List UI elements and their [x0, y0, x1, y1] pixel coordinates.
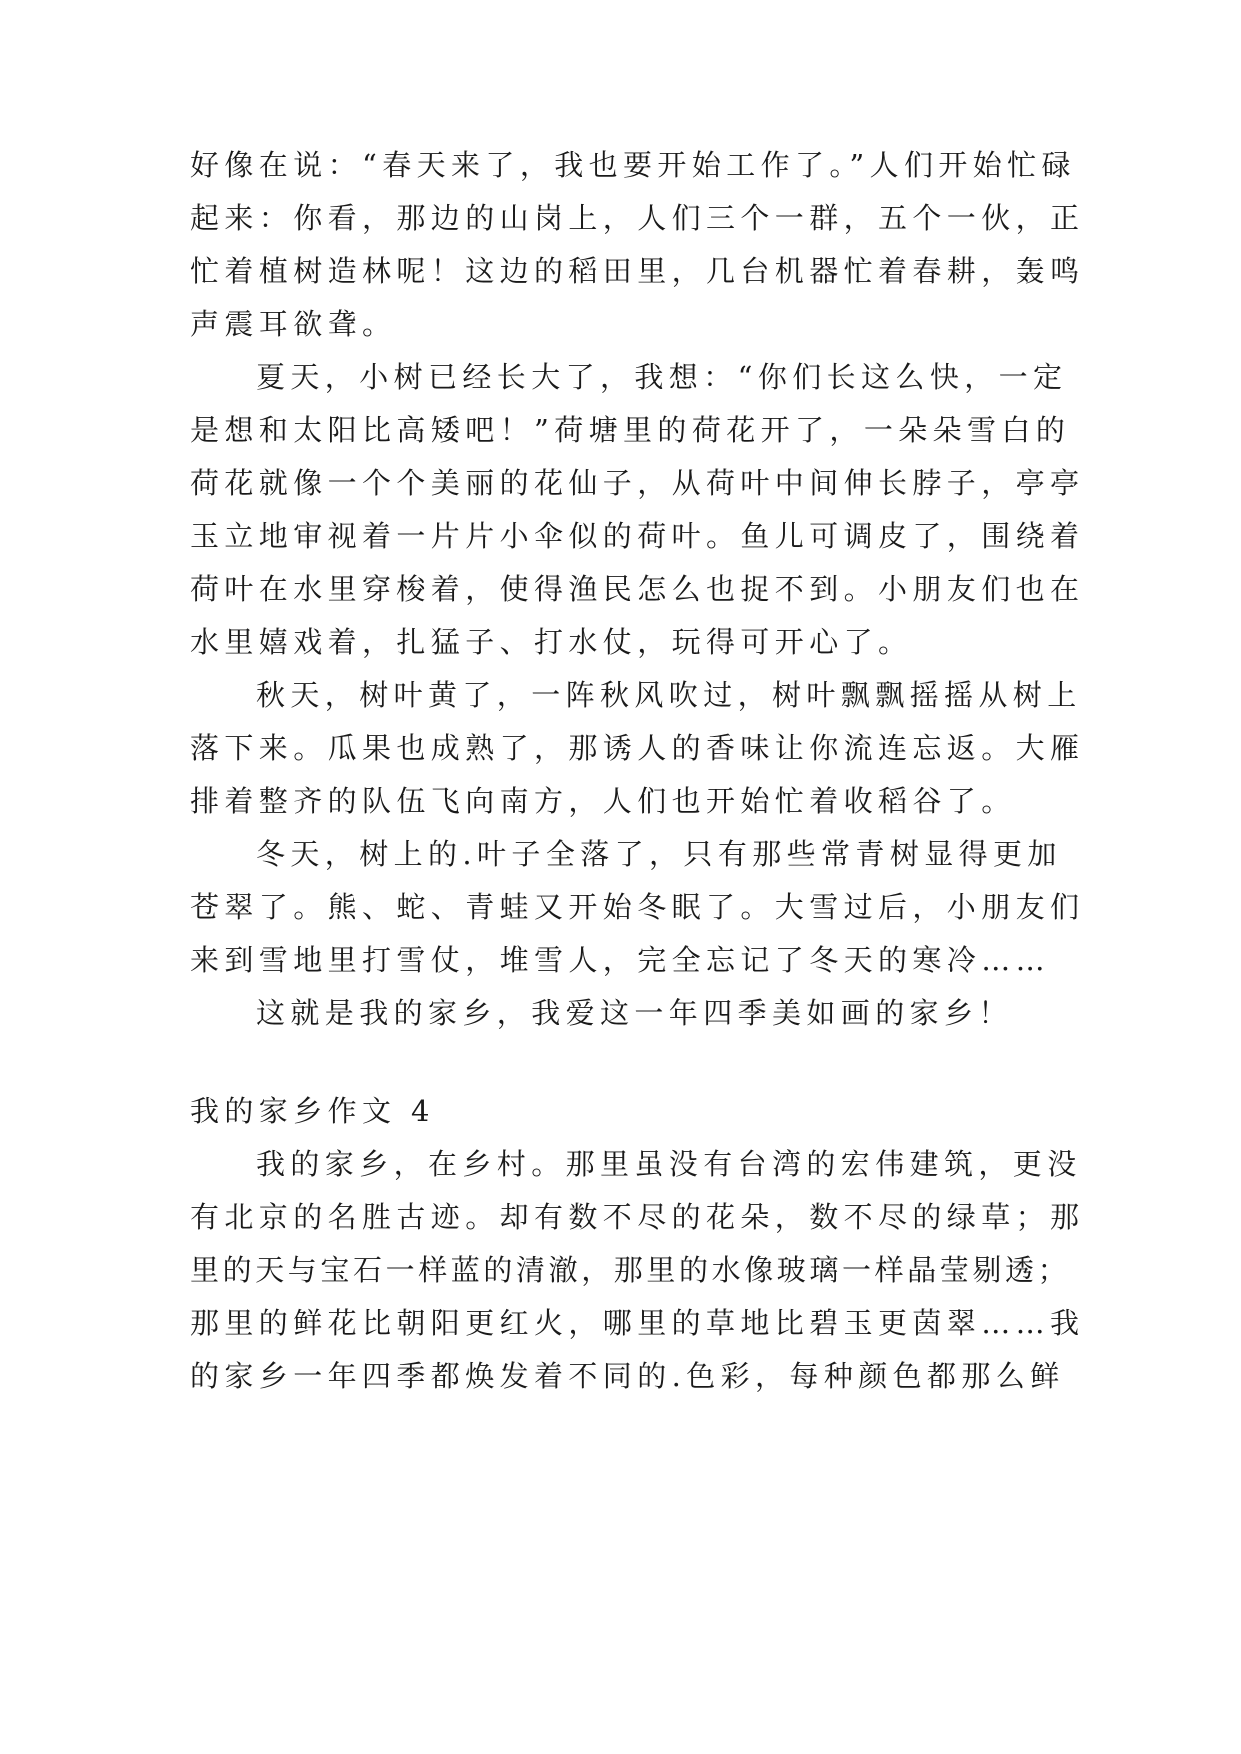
- text-line: 是想和太阳比高矮吧！”荷塘里的荷花开了，一朵朵雪白的: [190, 413, 1071, 447]
- paragraph-first-line: 夏天，小树已经长大了，我想：“你们长这么快，一定: [256, 360, 1068, 394]
- text-line: 荷花就像一个个美丽的花仙子，从荷叶中间伸长脖子，亭亭: [190, 466, 1085, 500]
- text-line: 忙着植树造林呢！这边的稻田里，几台机器忙着春耕，轰鸣: [190, 254, 1085, 288]
- paragraph-first-line: 我的家乡，在乡村。那里虽没有台湾的宏伟建筑，更没: [256, 1147, 1082, 1181]
- text-line: 苍翠了。熊、蛇、青蛙又开始冬眠了。大雪过后，小朋友们: [190, 890, 1085, 924]
- text-line: 排着整齐的队伍飞向南方，人们也开始忙着收稻谷了。: [190, 784, 1016, 818]
- paragraph-first-line: 秋天，树叶黄了，一阵秋风吹过，树叶飘飘摇摇从树上: [256, 678, 1082, 712]
- text-line: 起来：你看，那边的山岗上，人们三个一群，五个一伙，正: [190, 201, 1085, 235]
- text-line: 声震耳欲聋。: [190, 307, 397, 341]
- text-line: 玉立地审视着一片片小伞似的荷叶。鱼儿可调皮了，围绕着: [190, 519, 1085, 553]
- text-line: 里的天与宝石一样蓝的清澈，那里的水像玻璃一样晶莹剔透；: [190, 1253, 1071, 1287]
- text-line: 那里的鲜花比朝阳更红火，哪里的草地比碧玉更茵翠……我: [190, 1306, 1085, 1340]
- text-line: 来到雪地里打雪仗，堆雪人，完全忘记了冬天的寒冷……: [190, 943, 1051, 977]
- paragraph-first-line: 冬天，树上的.叶子全落了，只有那些常青树显得更加: [256, 837, 1062, 871]
- section-heading: 我的家乡作文 4: [190, 1094, 435, 1128]
- text-line: 水里嬉戏着，扎猛子、打水仗，玩得可开心了。: [190, 625, 913, 659]
- text-line: 好像在说：“春天来了，我也要开始工作了。”人们开始忙碌: [190, 148, 1076, 182]
- paragraph-first-line: 这就是我的家乡，我爱这一年四季美如画的家乡！: [256, 996, 1013, 1030]
- text-line: 落下来。瓜果也成熟了，那诱人的香味让你流连忘返。大雁: [190, 731, 1085, 765]
- text-line: 有北京的名胜古迹。却有数不尽的花朵，数不尽的绿草；那: [190, 1200, 1085, 1234]
- text-line: 的家乡一年四季都焕发着不同的.色彩，每种颜色都那么鲜: [190, 1359, 1065, 1393]
- text-line: 荷叶在水里穿梭着，使得渔民怎么也捉不到。小朋友们也在: [190, 572, 1085, 606]
